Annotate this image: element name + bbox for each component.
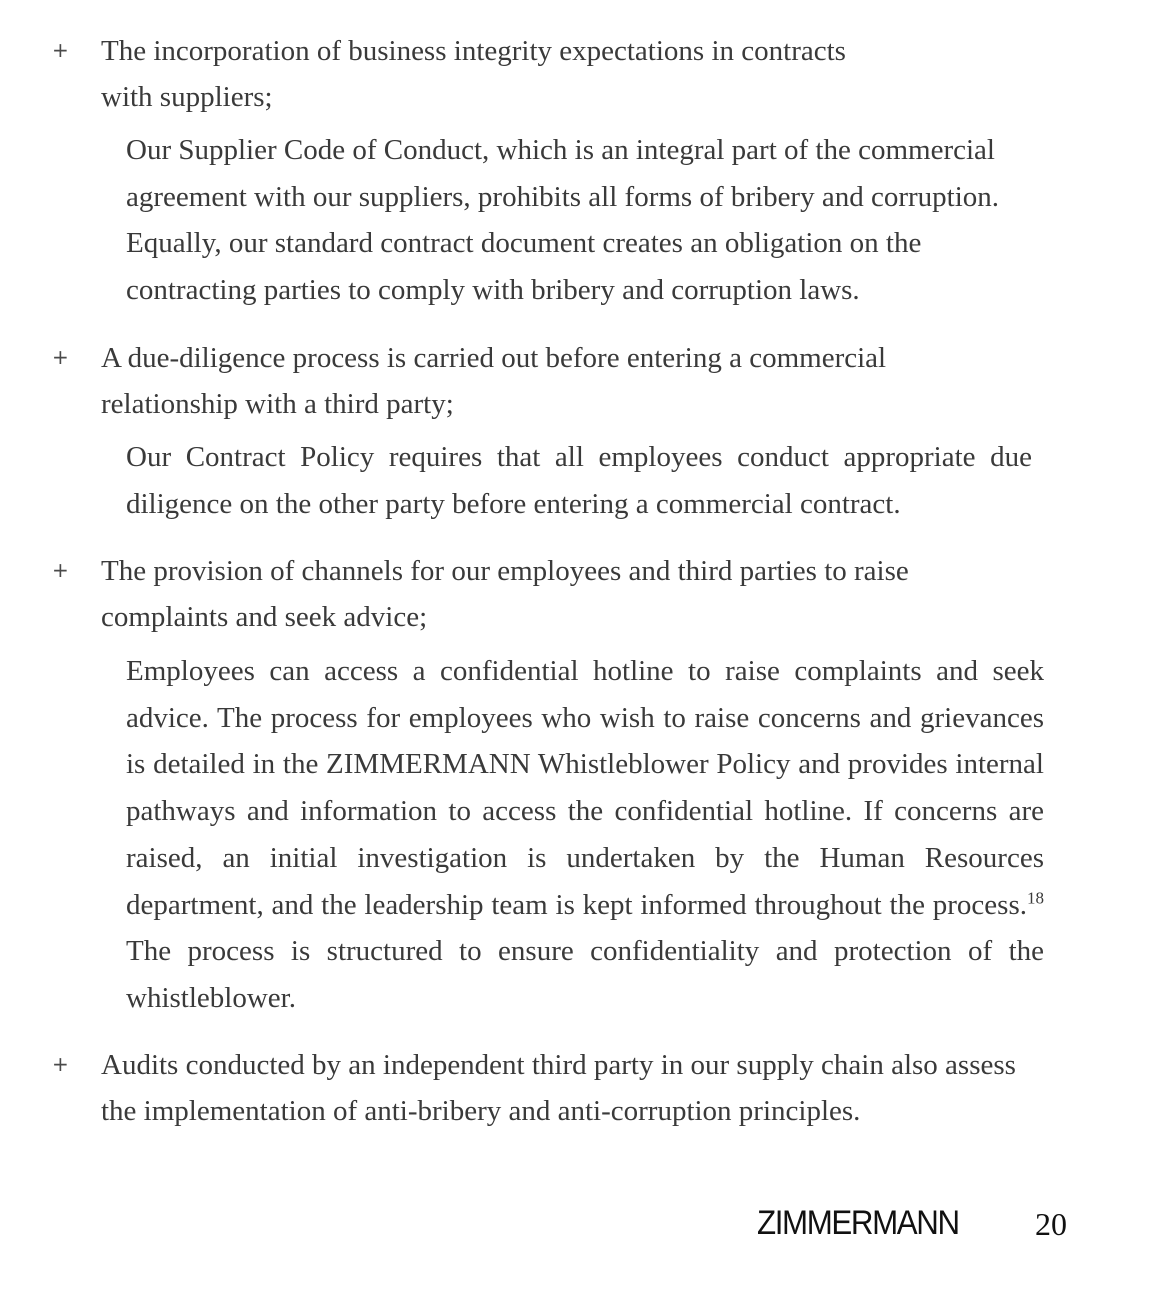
plus-bullet-icon: + xyxy=(52,345,69,369)
brand-logo: ZIMMERMANN xyxy=(757,1204,959,1242)
detail-text: Employees can access a confidential hotline to raise complaints and seek advice. The process for employees who wish to raise concerns and grievances is detailed in the ZIMMERMANN Whistleblower Policy and provides internal pathways and information to access the confidential hotline. If concerns are raised, an initial investigation is undertaken by the Human Resources department, and the leadership team is kept informed throughout the process. xyxy=(126,655,1044,921)
detail-paragraph: Our Contract Policy requires that all employees conduct appropriate due diligence on the other party before entering a commercial contract. xyxy=(126,441,1032,520)
bullet-text: A due-diligence process is carried out before entering a commercial relationship with a third party; xyxy=(101,342,887,420)
plus-bullet-icon: + xyxy=(52,38,69,62)
bullet-text: Audits conducted by an independent third party in our supply chain also assess the implementation of anti-bribery and anti-corruption principles. xyxy=(101,1049,1016,1127)
page-number: 20 xyxy=(1035,1206,1067,1242)
footnote-marker: 18 xyxy=(1027,887,1044,907)
plus-bullet-icon: + xyxy=(52,1052,69,1076)
bullet-text: The incorporation of business integrity expectations in contracts with suppliers; xyxy=(101,35,846,113)
detail-paragraph: Our Supplier Code of Conduct, which is an integral part of the commercial agreement with our suppliers, prohibits all forms of bribery and corruption. Equally, our standard contract document creates an obligation on the contracting parties to comply with bribery and corruption laws. xyxy=(126,134,1000,307)
bullet-text: The provision of channels for our employees and third parties to raise complaints and seek advice; xyxy=(101,555,909,633)
detail-paragraph xyxy=(126,648,1044,1022)
plus-bullet-icon: + xyxy=(52,558,69,582)
detail-text: The process is structured to ensure confidentiality and protection of the whistleblower. xyxy=(126,935,1044,1014)
